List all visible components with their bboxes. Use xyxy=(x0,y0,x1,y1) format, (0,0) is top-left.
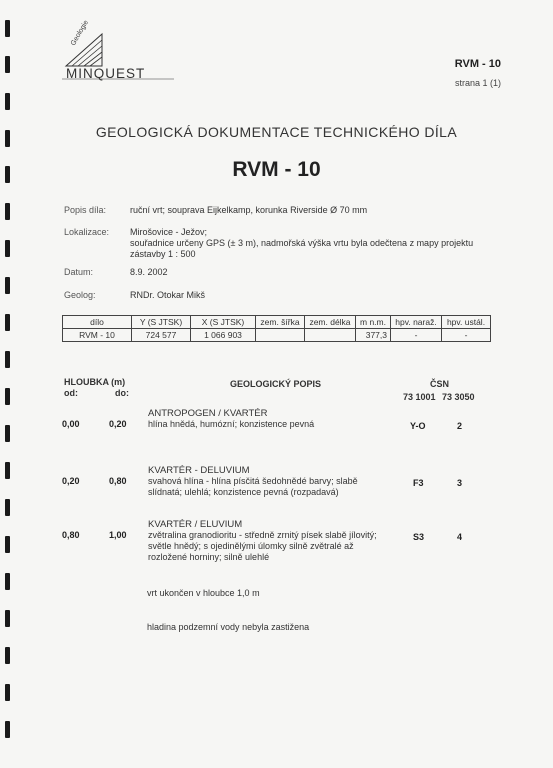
cell-altitude: 377,3 xyxy=(356,329,391,342)
col-header: dílo xyxy=(63,316,132,329)
company-logo xyxy=(62,19,187,84)
layer-1-csn2: 2 xyxy=(457,421,463,431)
csn-1001-header: 73 1001 xyxy=(403,392,436,402)
field-label-date: Datum: xyxy=(64,267,94,277)
csn-3050-header: 73 3050 xyxy=(442,392,475,402)
logo-name: MINQUEST xyxy=(66,66,146,81)
layer-2-csn1: F3 xyxy=(413,478,424,488)
layer-3-csn2: 4 xyxy=(457,532,463,542)
geology-description-header: GEOLOGICKÝ POPIS xyxy=(230,379,322,389)
cell-x: 1 066 903 xyxy=(191,329,256,342)
layer-3-csn1: S3 xyxy=(413,532,425,542)
work-info-table xyxy=(62,315,491,342)
col-header: hpv. naraž. xyxy=(391,316,442,329)
field-value-location: Mirošovice - Ježov; souřadnice určeny GPS (± 3 m), nadmořská výška vrtu byla odečtena z mapy projektu zástavby 1 : 500 xyxy=(130,227,474,259)
layer-1-csn1: Y-O xyxy=(410,421,426,431)
layer-1-to: 0,20 xyxy=(109,419,127,429)
col-header: zem. délka xyxy=(305,316,356,329)
layer-1-description: ANTROPOGEN / KVARTÉR hlína hnědá, humózní; konzistence pevná xyxy=(148,408,315,429)
layer-3-description: KVARTÉR / ELUVIUM zvětralina granodioritu - středně zrnitý písek slabě jílovitý; světle hnědý; s ojedinělými úlomky silně zvětralé až rozložené horniny; silně ulehlé xyxy=(148,519,377,562)
col-header: m n.m. xyxy=(356,316,391,329)
note-end-depth: vrt ukončen v hloubce 1,0 m xyxy=(147,588,260,598)
layer-2-csn2: 3 xyxy=(457,478,463,488)
depth-from-header: od: xyxy=(64,388,78,398)
layer-1-from: 0,00 xyxy=(62,419,80,429)
field-label-location: Lokalizace: xyxy=(64,227,110,237)
cell-water-found: - xyxy=(391,329,442,342)
depth-to-header: do: xyxy=(115,388,129,398)
cell-y: 724 577 xyxy=(132,329,191,342)
col-header: Y (S JTSK) xyxy=(132,316,191,329)
layer-2-description: KVARTÉR - DELUVIUM svahová hlína - hlína písčitá šedohnědé barvy; slabě slídnatá; ulehlá; konzistence pevná (rozpadavá) xyxy=(148,465,358,497)
cell-water-steady: - xyxy=(442,329,491,342)
field-value-geologist: RNDr. Otokar Mikš xyxy=(130,290,206,300)
header-code: RVM - 10 xyxy=(454,58,501,70)
layer-3-from: 0,80 xyxy=(62,530,80,540)
table-row xyxy=(63,329,491,342)
cell-work: RVM - 10 xyxy=(63,329,132,342)
col-header: X (S JTSK) xyxy=(191,316,256,329)
work-code: RVM - 10 xyxy=(232,158,321,181)
work-info-header-row xyxy=(63,316,491,329)
col-header: hpv. ustál. xyxy=(442,316,491,329)
header-page-number: strana 1 (1) xyxy=(454,78,501,88)
layer-2-to: 0,80 xyxy=(109,476,127,486)
logo-small-text: Geologie xyxy=(69,19,91,47)
document-title: GEOLOGICKÁ DOKUMENTACE TECHNICKÉHO DÍLA xyxy=(95,124,458,140)
layer-2-from: 0,20 xyxy=(62,476,80,486)
cell-latitude xyxy=(256,329,305,342)
layer-3-to: 1,00 xyxy=(109,530,127,540)
note-groundwater: hladina podzemní vody nebyla zastižena xyxy=(147,622,310,632)
col-header: zem. šířka xyxy=(256,316,305,329)
csn-header: ČSN xyxy=(430,379,450,389)
cell-longitude xyxy=(305,329,356,342)
depth-header: HLOUBKA (m) xyxy=(64,377,126,387)
field-value-description: ruční vrt; souprava Eijkelkamp, korunka Riverside Ø 70 mm xyxy=(130,205,368,215)
field-label-geologist: Geolog: xyxy=(64,290,96,300)
field-value-date: 8.9. 2002 xyxy=(130,267,168,277)
field-label-description: Popis díla: xyxy=(64,205,107,215)
